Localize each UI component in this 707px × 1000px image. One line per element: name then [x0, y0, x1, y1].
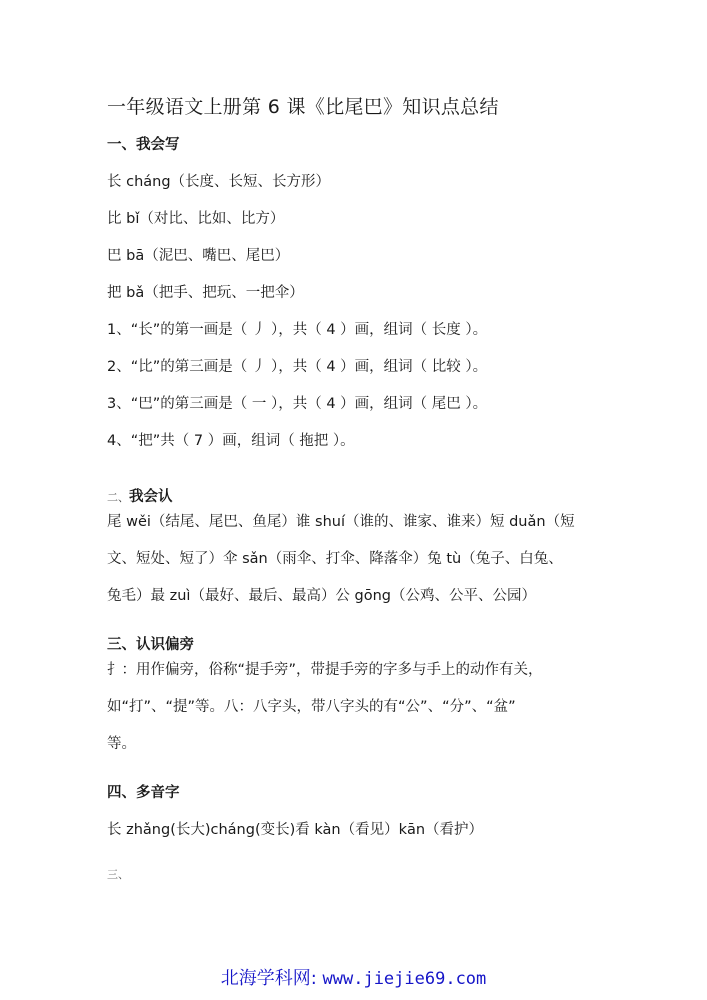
- paragraph-line: 兔毛）最 zuì（最好、最后、最高）公 gōng（公鸡、公平、公园）: [107, 588, 537, 604]
- section-heading-polyphones: 四、多音字: [107, 785, 180, 801]
- footer-site-name: 北海学科网:: [220, 968, 317, 989]
- paragraph-line: 尾 wěi（结尾、尾巴、鱼尾）谁 shuí（谁的、谁家、谁来）短 duǎn（短: [107, 514, 575, 530]
- paragraph-line: 等。: [107, 736, 136, 752]
- paragraph-line: 扌：用作偏旁，俗称“提手旁”，带提手旁的字多与手上的动作有关，: [107, 662, 543, 678]
- question-item: 1、“长”的第一画是（ 丿 ），共（ 4 ）画，组词（ 长度 ）。: [107, 322, 488, 338]
- char-entry: 长 cháng（长度、长短、长方形）: [107, 174, 331, 190]
- paragraph-line: 文、短处、短了）伞 sǎn（雨伞、打伞、降落伞）兔 tù（兔子、白兔、: [107, 551, 563, 567]
- char-entry: 比 bǐ（对比、比如、比方）: [107, 211, 285, 227]
- trailing-section-number: 三、: [107, 868, 129, 881]
- footer-url[interactable]: www.jiejie69.com: [322, 969, 487, 989]
- char-entry: 巴 bā（泥巴、嘴巴、尾巴）: [107, 248, 290, 264]
- section-heading-recognize: [107, 485, 173, 506]
- question-item: 4、“把”共（ 7 ）画，组词（ 拖把 ）。: [107, 433, 355, 449]
- radicals-paragraph: [107, 652, 605, 763]
- paragraph-line: 如“打”、“提”等。八：八字头，带八字头的有“公”、“分”、“盆”: [107, 699, 516, 715]
- footer-watermark: [0, 964, 707, 990]
- section-heading-radicals: 三、认识偏旁: [107, 637, 194, 653]
- question-item: 2、“比”的第三画是（ 丿 ），共（ 4 ）画，组词（ 比较 ）。: [107, 359, 488, 375]
- section-number: 二、: [107, 491, 129, 504]
- polyphone-line: 长 zhǎng(长大)cháng(变长)看 kàn（看见）kān（看护）: [107, 822, 484, 838]
- recognize-paragraph: [107, 504, 605, 615]
- section-heading-text: 我会认: [129, 489, 173, 505]
- question-item: 3、“巴”的第三画是（ 一 ），共（ 4 ）画，组词（ 尾巴 ）。: [107, 396, 488, 412]
- char-entry: 把 bǎ（把手、把玩、一把伞）: [107, 285, 304, 301]
- page-title: 一年级语文上册第 6 课《比尾巴》知识点总结: [107, 96, 499, 118]
- section-heading-write: 一、我会写: [107, 137, 180, 153]
